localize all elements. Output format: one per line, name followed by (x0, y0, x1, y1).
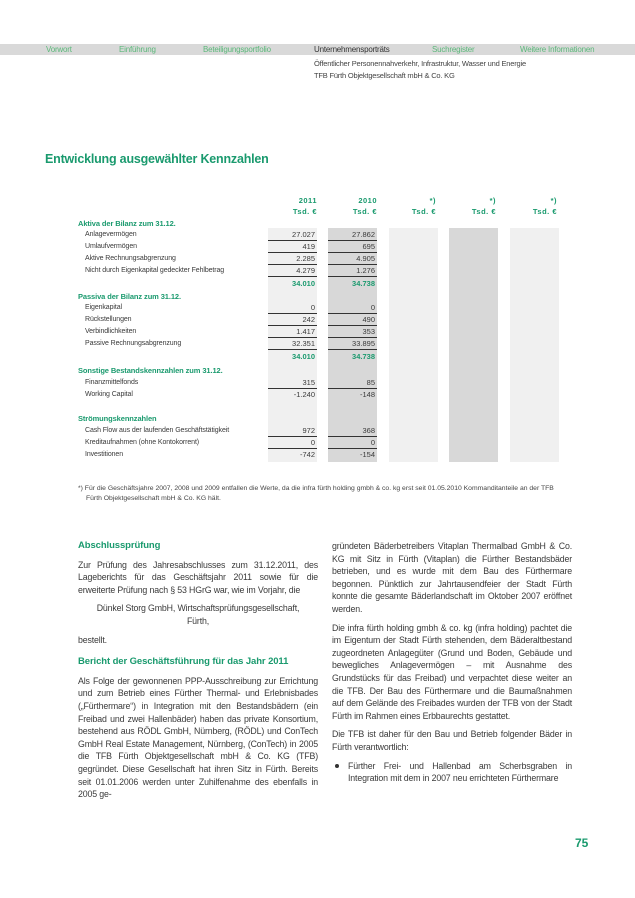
row-label: Kreditaufnahmen (ohne Kontokorrent) (85, 439, 200, 446)
auditor-name: Dünkel Storg GmbH, Wirtschaftsprüfungsgesellschaft, Fürth, (96, 603, 300, 626)
total-2010: 34.738 (352, 352, 375, 361)
col-header-4-unit: Tsd. € (471, 207, 496, 216)
nav-vorwort[interactable]: Vorwort (46, 45, 72, 54)
group-title-sonstige: Sonstige Bestandskennzahlen zum 31.12. (78, 366, 223, 375)
cell-2011: 32.351 (268, 339, 317, 350)
bullet-icon (335, 764, 339, 768)
nav-unternehmensportraets[interactable]: Unternehmensporträts (314, 45, 390, 54)
row-label: Passive Rechnungsabgrenzung (85, 340, 182, 347)
paragraph: gründeten Bäderbetreibers Vitaplan Thermalbad GmbH & Co. KG mit Sitz in Fürth (Vitaplan) die Fürther Bestandsbäder betrieben, und es wurde mit dem Bau des Fürthermare begonnen. Pünktlich zur Jahrtausendfeier der Stadt Fürth konnte die gesamte Bäderlandschaft im Oktober 2007 eröffnet werden. (332, 541, 572, 614)
cell-2011: -1.240 (293, 390, 315, 399)
column-5-background (510, 228, 559, 462)
row-label: Anlagevermögen (85, 231, 137, 238)
cell-2010: 695 (328, 242, 377, 253)
table-footnote: *) Für die Geschäftsjahre 2007, 2008 und 2009 entfallen die Werte, da die infra fürth holding gmbh & co. kg erst seit 01.05.2010 Kommanditanteile an der TFB Fürth Objektgesellschaft mbH & Co. KG hält. (78, 485, 554, 502)
row-label: Working Capital (85, 391, 133, 398)
col-header-4-year: *) (489, 196, 496, 205)
cell-2010: 490 (328, 315, 377, 326)
row-label: Eigenkapital (85, 304, 122, 311)
col-header-2010-unit: Tsd. € (352, 207, 377, 216)
cell-2011: 1.417 (268, 327, 317, 338)
group-title-aktiva: Aktiva der Bilanz zum 31.12. (78, 219, 176, 228)
nav-beteiligungsportfolio[interactable]: Beteiligungsportfolio (203, 45, 271, 54)
cell-2011: 0 (268, 438, 317, 449)
total-2010: 34.738 (352, 279, 375, 288)
nav-suchregister[interactable]: Suchregister (432, 45, 475, 54)
paragraph: Als Folge der gewonnenen PPP-Ausschreibung zur Errichtung und zum Betrieb eines Fürther Thermal- und Erlebnisbades („Fürthermare“) in Integration mit den Bestandsbädern (ein Freibad und zwei Hallenbäder) haben das private Konsortium, bestehend aus RÖDL GmbH, Nürnberg, (RÖDL) und ConTech GmbH Real Estate Management, Nürnberg, (ConTech) in 2005 die TFB Fürth Objektgesellschaft mbH & Co. KG (TFB) gegründet. Diese Gesellschaft hat ihren Sitz in Fürth. Bereits seit 01.01.2006 werden unter Zuhilfenahme des ebenfalls in 2005 ge- (78, 675, 318, 800)
nav-einfuehrung[interactable]: Einführung (119, 45, 156, 54)
row-label: Umlaufvermögen (85, 243, 137, 250)
cell-2010: -148 (359, 390, 375, 399)
paragraph: Die infra fürth holding gmbh & co. kg (infra holding) pachtet die im Eigentum der Stadt Fürth stehenden, dem Bäderaltbestand zugeordneten Anlagegüter (Grund und Boden, Gebäude und bewegliches Anlagevermögen – mit Ausnahme des Grundstücks für das Freibad) und verpachtet diese weiter an die TFB. Der Bau des Fürthermare und die Baumaßnahmen auf dem Gelände des Freibades wurden der TFB von der Stadt Fürth im Rahmen eines Erbbaurechts gestattet. (332, 622, 572, 721)
row-label: Rückstellungen (85, 316, 132, 323)
group-title-passiva: Passiva der Bilanz zum 31.12. (78, 292, 181, 301)
cell-2010: 85 (328, 378, 377, 389)
heading-abschlusspruefung: Abschlussprüfung (78, 540, 161, 551)
row-label: Verbindlichkeiten (85, 328, 137, 335)
cell-2011: -742 (299, 450, 315, 459)
paragraph: Die TFB ist daher für den Bau und Betrieb folgender Bäder in Fürth verantwortlich: (332, 729, 572, 752)
cell-2011: 0 (268, 303, 317, 314)
cell-2010: 4.905 (328, 254, 377, 265)
paragraph: Zur Prüfung des Jahresabschlusses zum 31.12.2011, des Lageberichts für das Geschäftsjahr 2011 sowie für die erweiterte Prüfung nach § 53 HGrG war, wie im Vorjahr, die (78, 559, 318, 595)
cell-2011: 972 (268, 426, 317, 437)
cell-2010: 0 (328, 438, 377, 449)
row-label: Aktive Rechnungsabgrenzung (85, 255, 176, 262)
row-label: Nicht durch Eigenkapital gedeckter Fehlbetrag (85, 267, 225, 274)
col-header-2011-unit: Tsd. € (292, 207, 317, 216)
cell-2011: 419 (268, 242, 317, 253)
group-title-stroemungskennzahlen: Strömungskennzahlen (78, 414, 157, 423)
cell-2010: 353 (328, 327, 377, 338)
col-header-5-unit: Tsd. € (532, 207, 557, 216)
left-text-column (78, 540, 318, 807)
col-header-2010-year: 2010 (358, 196, 377, 205)
cell-2011: 2.285 (268, 254, 317, 265)
cell-2010: -154 (359, 450, 375, 459)
bullet-text: Fürther Frei- und Hallenbad am Scherbsgraben in Integration mit dem in 2007 neu errichteten Fürthermare (348, 760, 572, 784)
paragraph: bestellt. (78, 634, 107, 645)
total-2011: 34.010 (292, 279, 315, 288)
row-label: Cash Flow aus der laufenden Geschäftstätigkeit (85, 427, 230, 434)
top-navigation (0, 44, 635, 55)
bullet-item (332, 760, 572, 785)
row-label: Investitionen (85, 451, 124, 458)
cell-2010: 33.895 (328, 339, 377, 350)
row-label: Finanzmittelfonds (85, 379, 139, 386)
heading-bericht-geschaeftsfuehrung: Bericht der Geschäftsführung für das Jahr 2011 (78, 656, 289, 668)
cell-2011: 242 (268, 315, 317, 326)
col-header-5-year: *) (550, 196, 557, 205)
cell-2010: 368 (328, 426, 377, 437)
breadcrumb-category: Öffentlicher Personennahverkehr, Infrastruktur, Wasser und Energie (314, 59, 526, 68)
page-number: 75 (575, 836, 589, 850)
cell-2010: 0 (328, 303, 377, 314)
nav-weitere-informationen[interactable]: Weitere Informationen (520, 45, 595, 54)
total-2011: 34.010 (292, 352, 315, 361)
cell-2011: 27.027 (268, 230, 317, 241)
col-header-3-unit: Tsd. € (411, 207, 436, 216)
cell-2011: 315 (268, 378, 317, 389)
cell-2010: 1.276 (328, 266, 377, 277)
col-header-3-year: *) (429, 196, 436, 205)
section-title: Entwicklung ausgewählter Kennzahlen (45, 152, 269, 166)
column-3-background (389, 228, 438, 462)
breadcrumb-company: TFB Fürth Objektgesellschaft mbH & Co. KG (314, 71, 455, 80)
cell-2011: 4.279 (268, 266, 317, 277)
col-header-2011-year: 2011 (298, 196, 317, 205)
cell-2010: 27.862 (328, 230, 377, 241)
column-4-background (449, 228, 498, 462)
right-text-column (332, 540, 572, 791)
